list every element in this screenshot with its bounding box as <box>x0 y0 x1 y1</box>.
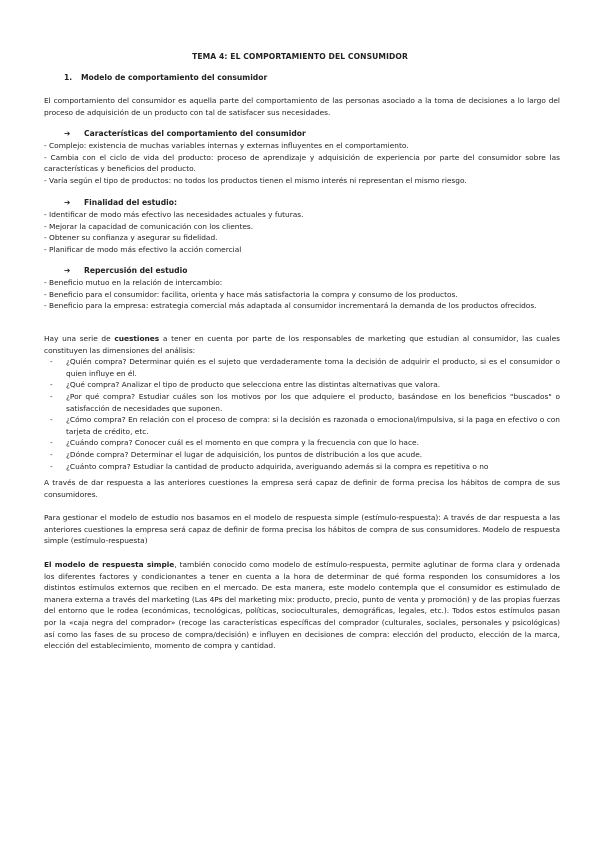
list-item: - Obtener su confianza y asegurar su fidelidad. <box>44 233 218 243</box>
bullet-icon: - <box>50 391 53 401</box>
list-item: - Mejorar la capacidad de comunicación con los clientes. <box>44 221 254 231</box>
question-text: ¿Dónde compra? Determinar el lugar de adquisición, los puntos de distribución a los que acude. <box>66 449 423 459</box>
question-text: ¿Cuánto compra? Estudiar la cantidad de producto adquirida, averiguando además si la compra es repetitiva o no <box>66 461 489 471</box>
section-title: Modelo de comportamiento del consumidor <box>81 73 268 82</box>
question-item <box>44 437 560 449</box>
question-text: ¿Cómo compra? En relación con el proceso de compra: si la decisión es razonada o emocional/impulsiva, si la paga en efectivo o con tarjeta de crédito, etc. <box>66 415 560 436</box>
finalidad-list <box>44 209 560 255</box>
list-item: - Cambia con el ciclo de vida del producto: proceso de aprendizaje y adquisición de experiencia por parte del consumidor sobre las características y beneficios del producto. <box>44 152 560 174</box>
modelo-paragraph <box>44 559 560 652</box>
intro-paragraph: El comportamiento del consumidor es aquella parte del comportamiento de las personas asociado a la toma de decisiones a lo largo del proceso de adquisición de un producto con tal de satisfacer sus necesidades. <box>44 96 560 117</box>
bullet-icon: - <box>50 357 53 367</box>
question-item <box>44 414 560 437</box>
question-item <box>44 391 560 414</box>
bullet-icon: - <box>50 380 53 390</box>
question-item <box>44 449 560 461</box>
finalidad-title: Finalidad del estudio: <box>84 198 177 207</box>
repercusion-list <box>44 277 560 312</box>
question-item <box>44 356 560 379</box>
cuestiones-intro <box>44 333 560 356</box>
modelo-bold: El modelo de respuesta simple <box>44 560 175 569</box>
list-item: - Complejo: existencia de muchas variables internas y externas influyentes en el comportamiento. <box>44 141 409 150</box>
modelo-text: , también conocido como modelo de estímulo-respuesta, permite aglutinar de forma clara y ordenada los diferentes factores y condicionantes a tener en cuenta a la hora de determinar de qué forma responden los consumidores a los distintos estímulos externos que reciben en el mercado. De esta manera, este modelo contempla que el consumidor es estimulado de manera externa a través del marketing (Las 4Ps del marketing mix: producto, precio, punto de venta y promoción) y de las propias fuerzas del entorno que le rodea (económicas, tecnológicas, políticas, socioculturales, demográficas, legales, etc.). Todos estos estímulos pasan por la «caja negra del comprador» (recoge las características específicas del comprador (culturales, sociales, personales y psicológicas) así como las fases de su proceso de compra/decisión) e influyen en decisiones de compra: elección del producto, elección de la marca, elección del establecimiento, momento de compra y cantidad. <box>44 560 560 651</box>
repercusion-title: Repercusión del estudio <box>84 266 188 275</box>
bullet-icon: - <box>50 449 53 459</box>
arrow-icon: ➔ <box>64 266 71 275</box>
question-text: ¿Qué compra? Analizar el tipo de producto que selecciona entre las distintas alternativas que valora. <box>66 380 441 390</box>
arrow-icon: ➔ <box>64 198 71 207</box>
question-item <box>44 461 560 473</box>
cuestiones-section <box>44 333 560 472</box>
cuestiones-pre: Hay una serie de <box>44 334 115 343</box>
list-item: - Beneficio para el consumidor: facilita, orienta y hace más satisfactoria la compra y consumo de los productos. <box>44 289 458 299</box>
caracteristicas-title: Características del comportamiento del consumidor <box>84 129 306 138</box>
arrow-icon: ➔ <box>64 129 71 138</box>
cuestiones-bold: cuestiones <box>114 334 160 343</box>
section-number: 1. <box>64 73 73 82</box>
caracteristicas-heading <box>64 129 306 138</box>
finalidad-heading <box>64 198 177 207</box>
list-item: - Beneficio para la empresa: estrategia comercial más adaptada al consumidor incrementará la demanda de los productos ofrecidos. <box>44 301 537 311</box>
question-text: ¿Quién compra? Determinar quién es el sujeto que verdaderamente toma la decisión de adquirir el producto, si es el consumidor o quien influye en él. <box>66 357 560 378</box>
traves-paragraph: A través de dar respuesta a las anteriores cuestiones la empresa será capaz de definir de forma precisa los hábitos de compra de sus consumidores. <box>44 478 560 499</box>
list-item: - Planificar de modo más efectivo la acción comercial <box>44 244 242 254</box>
caracteristicas-list <box>44 140 560 186</box>
bullet-icon: - <box>50 461 53 471</box>
list-item: - Beneficio mutuo en la relación de intercambio: <box>44 278 223 287</box>
bullet-icon: - <box>50 415 53 425</box>
section-heading <box>64 73 267 82</box>
cuestiones-post: a tener en cuenta por parte de los responsables de marketing que estudian al consumidor, las cuales constituyen las dimensiones del análisis: <box>44 334 560 355</box>
cuestiones-list <box>44 356 560 472</box>
bullet-icon: - <box>50 438 53 448</box>
repercusion-heading <box>64 266 187 275</box>
question-text: ¿Por qué compra? Estudiar cuáles son los motivos por los que adquiere el producto, basándose en los beneficios "buscados" o satisfacción de necesidades que suponen. <box>66 391 560 413</box>
question-item <box>44 379 560 391</box>
gestionar-paragraph: Para gestionar el modelo de estudio nos basamos en el modelo de respuesta simple (estímulo-respuesta): A través de dar respuesta a las anteriores cuestiones la empresa será capaz de definir de forma precisa los hábitos de compra de sus consumidores. Modelo de respuesta simple (estímulo-respuesta) <box>44 513 560 546</box>
list-item: - Varía según el tipo de productos: no todos los productos tienen el mismo interés ni representan el mismo riesgo. <box>44 175 467 185</box>
document-title: TEMA 4: EL COMPORTAMIENTO DEL CONSUMIDOR <box>192 52 408 61</box>
list-item: - Identificar de modo más efectivo las necesidades actuales y futuras. <box>44 210 304 219</box>
question-text: ¿Cuándo compra? Conocer cuál es el momento en que compra y la frecuencia con que lo hace. <box>66 438 419 448</box>
